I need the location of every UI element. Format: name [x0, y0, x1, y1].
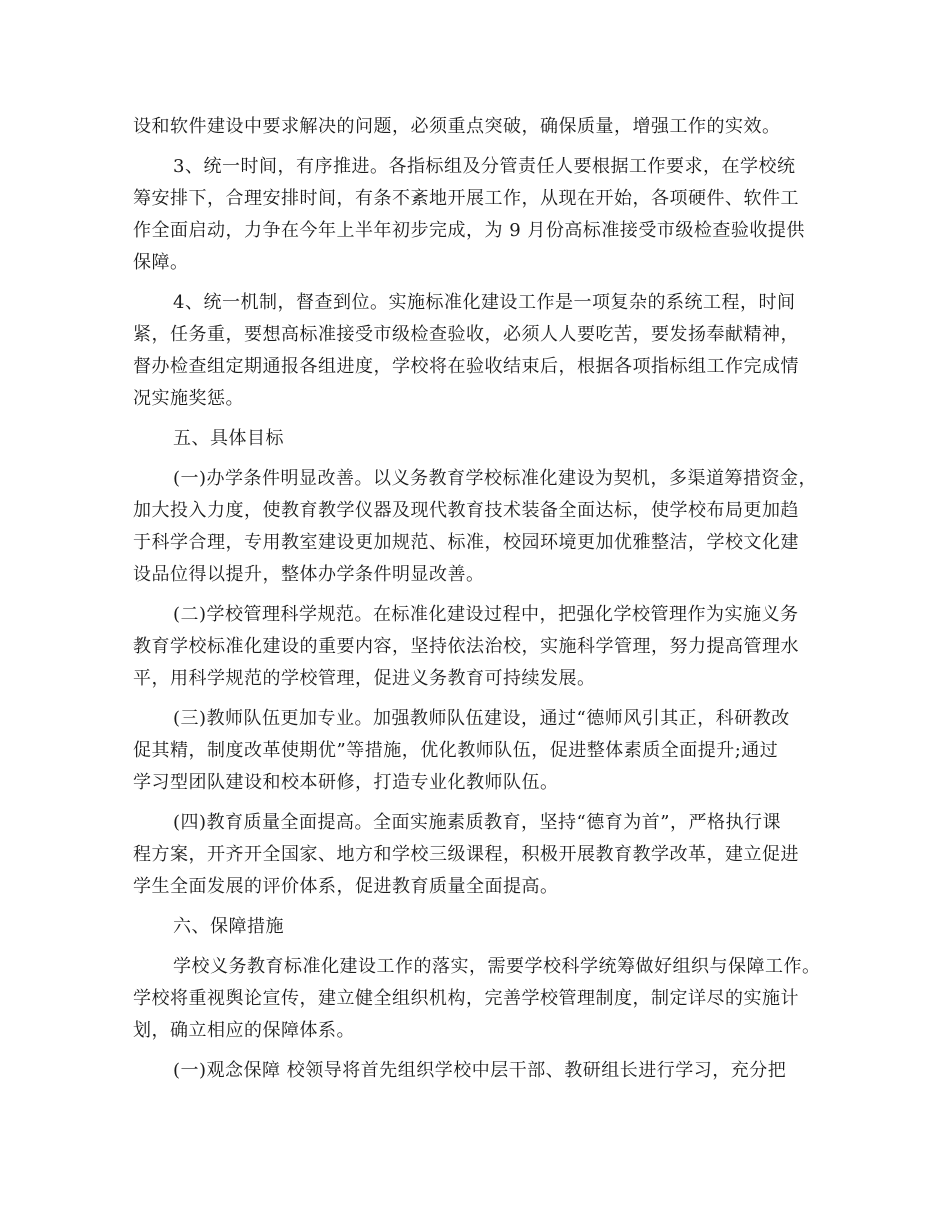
text-line: (四)教育质量全面提高。全面实施素质教育，坚持“德育为首”，严格执行课 [173, 812, 781, 833]
text-line: (三)教师队伍更加专业。加强教师队伍建设，通过“德师风引其正，科研教改 [173, 708, 790, 729]
text-line: (一)观念保障 校领导将首先组织学校中层干部、教研组长进行学习，充分把 [173, 1060, 787, 1081]
text-line: 于科学合理，专用教室建设更加规范、标准，校园环境更加优雅整洁，学校文化建 [133, 532, 799, 553]
text-line: 督办检查组定期通报各组进度，学校将在验收结束后，根据各项指标组工作完成情 [133, 356, 799, 377]
heading-text: 六、保障措施 [173, 916, 284, 937]
text-line: 况实施奖惩。 [133, 388, 244, 409]
text-line: 4、统一机制，督查到位。实施标准化建设工作是一项复杂的系统工程，时间 [173, 292, 796, 313]
text-line: 3、统一时间，有序推进。各指标组及分管责任人要根据工作要求，在学校统 [173, 156, 796, 177]
text-line: 程方案，开齐开全国家、地方和学校三级课程，积极开展教育教学改革，建立促进 [133, 844, 799, 865]
document-body [133, 111, 825, 1095]
text-line: 加大投入力度，使教育教学仪器及现代教育技术装备全面达标，使学校布局更加趋 [133, 500, 799, 521]
text-line: 学校义务教育标准化建设工作的落实，需要学校科学统筹做好组织与保障工作。 [173, 956, 821, 977]
paragraph-goal-4 [133, 807, 825, 903]
paragraph-item-3 [133, 151, 825, 279]
text-line: 设和软件建设中要求解决的问题，必须重点突破，确保质量，增强工作的实效。 [133, 116, 781, 137]
text-line: 筹安排下，合理安排时间，有条不紊地开展工作，从现在开始，各项硬件、软件工 [133, 188, 799, 209]
paragraph-safeguard-1 [133, 1055, 825, 1087]
paragraph-goal-3 [133, 703, 825, 799]
text-line: 设品位得以提升，整体办学条件明显改善。 [133, 564, 485, 585]
paragraph-item-4 [133, 287, 825, 415]
paragraph-goal-2 [133, 599, 825, 695]
paragraph-safeguard-intro [133, 951, 825, 1047]
section-heading-5 [133, 423, 825, 455]
text-line: 作全面启动，力争在今年上半年初步完成，为 9 月份高标准接受市级检查验收提供 [133, 220, 805, 241]
paragraph-continuation [133, 111, 825, 143]
text-line: 教育学校标准化建设的重要内容，坚持依法治校，实施科学管理，努力提高管理水 [133, 636, 799, 657]
text-line: 紧，任务重，要想高标准接受市级检查验收，必须人人要吃苦，要发扬奉献精神， [133, 324, 799, 345]
section-heading-6 [133, 911, 825, 943]
text-line: 学生全面发展的评价体系，促进教育质量全面提高。 [133, 876, 559, 897]
text-line: (二)学校管理科学规范。在标准化建设过程中，把强化学校管理作为实施义务 [173, 604, 799, 625]
text-line: 保障。 [133, 252, 189, 273]
text-line: (一)办学条件明显改善。以义务教育学校标准化建设为契机，多渠道筹措资金， [173, 468, 818, 489]
heading-text: 五、具体目标 [173, 428, 284, 449]
text-line: 学习型团队建设和校本研修，打造专业化教师队伍。 [133, 772, 559, 793]
text-line: 划，确立相应的保障体系。 [133, 1020, 355, 1041]
paragraph-goal-1 [133, 463, 825, 591]
text-line: 学校将重视舆论宣传，建立健全组织机构，完善学校管理制度，制定详尽的实施计 [133, 988, 799, 1009]
text-line: 平，用科学规范的学校管理，促进义务教育可持续发展。 [133, 668, 596, 689]
text-line: 促其精，制度改革使期优”等措施，优化教师队伍，促进整体素质全面提升;通过 [133, 740, 779, 761]
